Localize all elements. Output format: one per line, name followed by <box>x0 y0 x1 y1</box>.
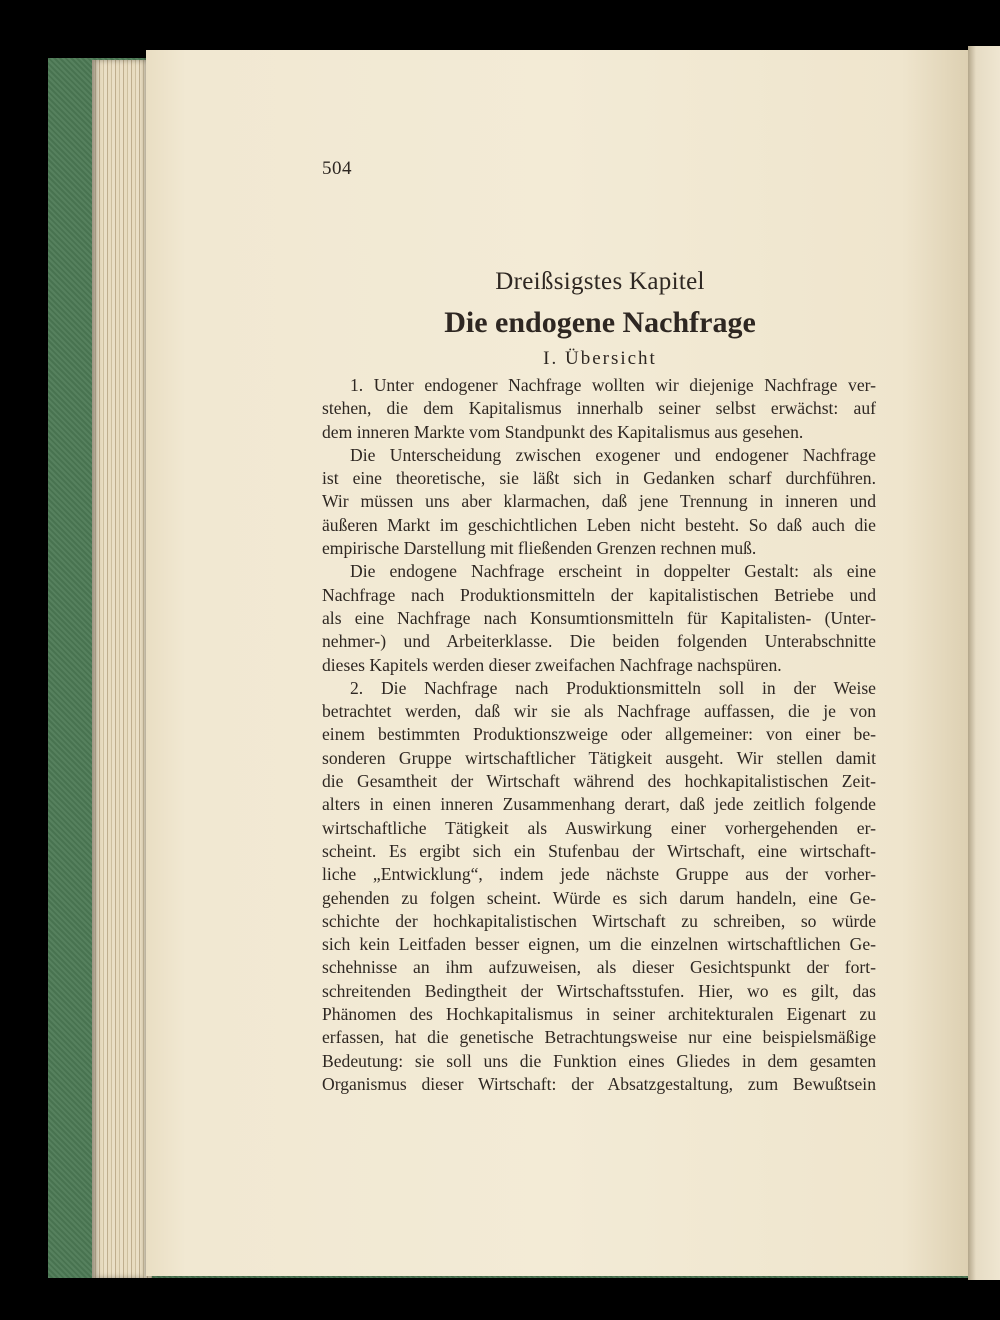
text-line: gehenden zu folgen scheint. Würde es sich darum handeln, eine Ge- <box>322 887 876 908</box>
facing-page-edge <box>968 46 1000 1280</box>
text-line: dem inneren Markte vom Standpunkt des Kapitalismus aus gesehen. <box>322 421 804 442</box>
text-line: betrachtet werden, daß wir sie als Nachfrage auffassen, die je von <box>322 701 876 722</box>
text-line: erfassen, hat die genetische Betrachtungsweise nur eine beispielsmäßige <box>322 1027 876 1048</box>
text-line: Wir müssen uns aber klarmachen, daß jene Trennung in inneren und <box>322 491 876 512</box>
text-line: 2. Die Nachfrage nach Produktionsmitteln soll in der Weise <box>350 677 876 698</box>
chapter-label: Dreißsigstes Kapitel <box>495 268 705 295</box>
body-text <box>322 374 876 1096</box>
text-line: scheint. Es ergibt sich ein Stufenbau der Wirtschaft, eine wirtschaft- <box>322 840 876 861</box>
text-line: nehmer-) und Arbeiterklasse. Die beiden folgenden Unterabschnitte <box>322 631 876 652</box>
text-line: äußeren Markt im geschichtlichen Leben nicht besteht. So daß auch die <box>322 514 876 535</box>
text-line: Die Unterscheidung zwischen exogener und endogener Nachfrage <box>350 444 876 465</box>
chapter-title: Die endogene Nachfrage <box>444 306 756 339</box>
text-line: Organismus dieser Wirtschaft: der Absatzgestaltung, zum Bewußtsein <box>322 1073 876 1094</box>
text-line: alters in einen inneren Zusammenhang derart, daß jede zeitlich folgende <box>322 794 876 815</box>
text-line: Bedeutung: sie soll uns die Funktion eines Gliedes in dem gesamten <box>322 1050 876 1071</box>
text-line: als eine Nachfrage nach Konsumtionsmitteln für Kapitalisten- (Unter- <box>322 607 876 628</box>
text-line: 1. Unter endogener Nachfrage wollten wir diejenige Nachfrage ver- <box>350 375 876 395</box>
page-number: 504 <box>322 158 352 179</box>
page-edges <box>92 60 152 1278</box>
text-line: wirtschaftliche Tätigkeit als Auswirkung einer vorhergehenden er- <box>322 817 876 838</box>
text-line: ist eine theoretische, sie läßt sich in Gedanken scharf durchführen. <box>322 468 876 489</box>
section-heading: I. Übersicht <box>543 348 657 369</box>
text-line: schichte der hochkapitalistischen Wirtschaft zu schreiben, so würde <box>322 910 876 931</box>
text-line: sich kein Leitfaden besser eignen, um die einzelnen wirtschaftlichen Ge- <box>322 934 876 955</box>
text-line: Nachfrage nach Produktionsmitteln der kapitalistischen Betriebe und <box>322 584 876 605</box>
text-line: schehnisse an ihm aufzuweisen, als dieser Gesichtspunkt der fort- <box>322 957 876 978</box>
text-line: empirische Darstellung mit fließenden Grenzen rechnen muß. <box>322 538 757 559</box>
text-line: liche „Entwicklung“, indem jede nächste Gruppe aus der vorher- <box>322 864 876 885</box>
text-line: stehen, die dem Kapitalismus innerhalb seiner selbst erwächst: auf <box>322 398 876 419</box>
text-line: sonderen Gruppe wirtschaftlicher Tätigkeit ausgeht. Wir stellen damit <box>322 747 876 768</box>
text-line: die Gesamtheit der Wirtschaft während des hochkapitalistischen Zeit- <box>322 771 876 792</box>
text-line: einem bestimmten Produktionszweige oder allgemeiner: von einer be- <box>322 724 876 745</box>
text-line: dieses Kapitels werden dieser zweifachen Nachfrage nachspüren. <box>322 654 782 675</box>
text-line: Die endogene Nachfrage erscheint in doppelter Gestalt: als eine <box>350 561 876 582</box>
text-line: Phänomen des Hochkapitalismus in seiner architekturalen Eigenart zu <box>322 1004 876 1025</box>
text-line: schreitenden Bedingtheit der Wirtschaftsstufen. Hier, wo es gilt, das <box>322 980 876 1001</box>
